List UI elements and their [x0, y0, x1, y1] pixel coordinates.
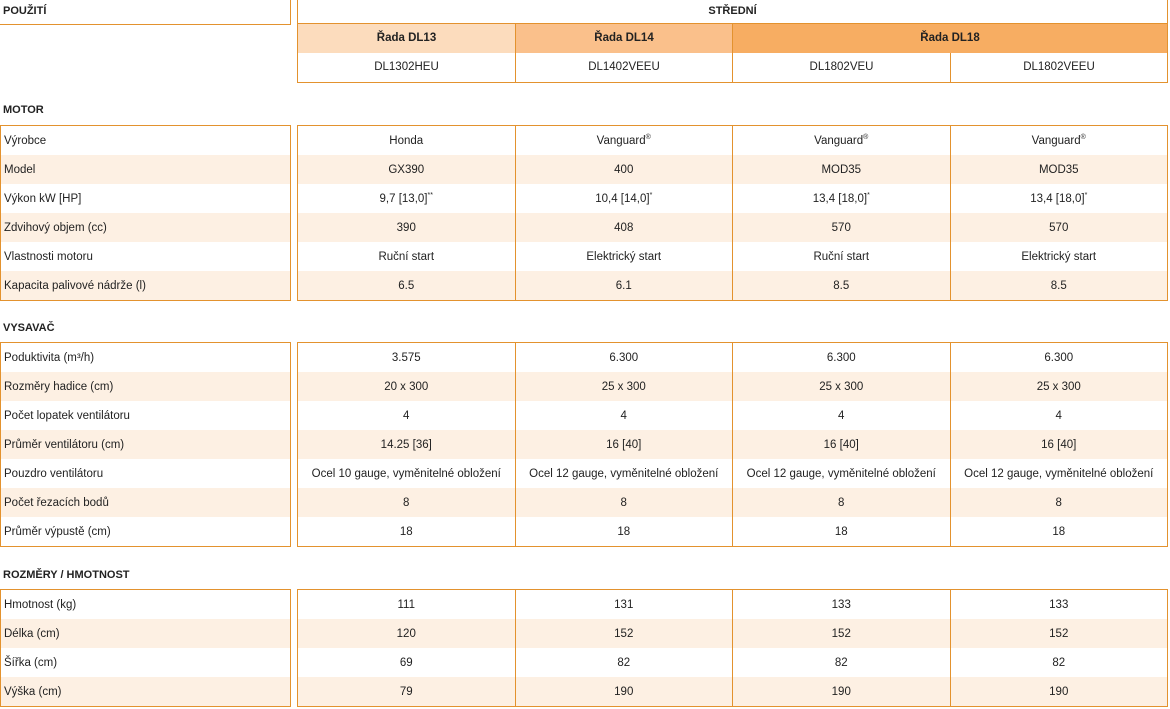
spec-row	[1, 401, 291, 430]
spec-value: 400	[515, 155, 733, 184]
spec-value: 82	[515, 648, 733, 677]
spec-label: Výkon kW [HP]	[4, 192, 82, 205]
spec-row	[1, 430, 291, 459]
spec-value: 10,4 [14,0]*	[515, 184, 733, 213]
spec-value: 4	[515, 401, 733, 430]
spec-row	[1, 126, 291, 156]
spec-value: Ocel 10 gauge, vyměnitelné obložení	[311, 467, 501, 480]
spec-label: Průměr výpustě (cm)	[4, 525, 111, 538]
rozmery-labels	[0, 589, 291, 707]
spec-value: 190	[950, 677, 1168, 707]
spec-value: 9,7 [13,0]**	[379, 191, 433, 205]
spec-label: Model	[1, 155, 291, 184]
spec-value: 152	[950, 619, 1168, 648]
spec-row	[298, 242, 1168, 271]
spec-row	[1, 155, 291, 184]
spec-value: 82	[733, 648, 951, 677]
spec-value: 570	[950, 213, 1168, 242]
series-dl14: Řada DL14	[516, 24, 733, 53]
motor-values	[297, 125, 1168, 301]
spec-value: Elektrický start	[950, 242, 1168, 271]
spec-row	[1, 271, 291, 301]
vysavac-values	[297, 342, 1168, 547]
vysavac-labels	[0, 342, 291, 547]
spec-value: 18	[399, 525, 413, 538]
spec-value: 4	[403, 409, 410, 422]
spec-value: 6.300	[950, 343, 1168, 373]
section-title-rozmery: ROZMĚRY / HMOTNOST	[3, 569, 130, 581]
spec-value: Ocel 12 gauge, vyměnitelné obložení	[733, 459, 951, 488]
footnote-mark: **	[427, 191, 433, 199]
spec-row	[1, 213, 291, 242]
spec-label: Průměr ventilátoru (cm)	[1, 430, 291, 459]
spec-value: 8	[950, 488, 1168, 517]
spec-value: 18	[515, 517, 733, 547]
spec-row	[1, 648, 291, 677]
spec-row	[298, 590, 1168, 620]
spec-value: 3.575	[391, 351, 421, 364]
spec-value: 8	[733, 488, 951, 517]
spec-value: 6.300	[733, 343, 951, 373]
spec-value: 18	[733, 517, 951, 547]
spec-row	[298, 213, 1168, 242]
spec-value: 190	[515, 677, 733, 707]
spec-value: 13,4 [18,0]*	[950, 184, 1168, 213]
spec-value: GX390	[298, 155, 516, 184]
spec-value: MOD35	[950, 155, 1168, 184]
series-dl13: Řada DL13	[298, 24, 516, 53]
use-header-cell	[0, 0, 291, 25]
spec-label: Zdvihový objem (cc)	[1, 213, 291, 242]
footnote-mark: *	[649, 191, 653, 199]
rozmery-values	[297, 589, 1168, 707]
spec-label: Počet řezacích bodů	[1, 488, 291, 517]
spec-row	[298, 401, 1168, 430]
spec-value: 18	[950, 517, 1168, 547]
spec-value: 8.5	[733, 271, 951, 301]
spec-row	[298, 459, 1168, 488]
spec-value: 13,4 [18,0]*	[733, 184, 951, 213]
spec-value: Honda	[389, 134, 424, 147]
spec-value: Ruční start	[378, 250, 435, 263]
spec-value: 190	[733, 677, 951, 707]
spec-value: 390	[298, 213, 516, 242]
spec-label: Šířka (cm)	[4, 656, 58, 669]
spec-value: 25 x 300	[733, 372, 951, 401]
spec-row	[298, 648, 1168, 677]
spec-row	[298, 430, 1168, 459]
spec-row	[298, 184, 1168, 213]
spec-value: Vanguard®	[733, 126, 951, 156]
spec-value: 120	[298, 619, 516, 648]
spec-value: 4	[950, 401, 1168, 430]
section-title-vysavac: VYSAVAČ	[3, 322, 55, 334]
spec-row	[298, 619, 1168, 648]
spec-value: 133	[733, 590, 951, 620]
spec-label: Výška (cm)	[1, 677, 291, 707]
spec-value: 408	[515, 213, 733, 242]
spec-label: Kapacita palivové nádrže (l)	[1, 271, 291, 301]
spec-row	[298, 126, 1168, 156]
motor-labels	[0, 125, 291, 301]
spec-label: Výrobce	[4, 134, 47, 147]
spec-row	[1, 372, 291, 401]
model-code: DL1802VEU	[733, 53, 951, 82]
spec-value: 6.5	[298, 271, 516, 301]
footnote-mark: *	[867, 191, 870, 199]
spec-label: Hmotnost (kg)	[4, 598, 77, 611]
spec-value: 79	[298, 677, 516, 707]
spec-value: 16 [40]	[515, 430, 733, 459]
spec-label: Pouzdro ventilátoru	[4, 467, 104, 480]
spec-value: 14.25 [36]	[298, 430, 516, 459]
spec-label: Vlastnosti motoru	[4, 250, 93, 263]
spec-value: 69	[399, 656, 413, 669]
spec-row	[1, 184, 291, 213]
spec-row	[298, 155, 1168, 184]
spec-row	[1, 343, 291, 373]
spec-value: Vanguard®	[515, 126, 733, 156]
spec-row	[298, 488, 1168, 517]
spec-row	[1, 488, 291, 517]
spec-value: 6.300	[515, 343, 733, 373]
spec-value: 16 [40]	[950, 430, 1168, 459]
product-header	[297, 0, 1168, 83]
spec-row	[298, 677, 1168, 707]
spec-value: Elektrický start	[515, 242, 733, 271]
spec-row	[298, 343, 1168, 373]
spec-value: Ocel 12 gauge, vyměnitelné obložení	[515, 459, 733, 488]
spec-row	[298, 372, 1168, 401]
category-label: STŘEDNÍ	[298, 0, 1167, 24]
series-dl18: Řada DL18	[733, 24, 1167, 53]
footnote-mark: ®	[1080, 133, 1086, 141]
spec-label: Poduktivita (m³/h)	[4, 351, 95, 364]
spec-value: Vanguard®	[950, 126, 1168, 156]
spec-value: 16 [40]	[733, 430, 951, 459]
spec-value: 6.1	[515, 271, 733, 301]
spec-label: Délka (cm)	[1, 619, 291, 648]
spec-value: 25 x 300	[950, 372, 1168, 401]
section-title-motor: MOTOR	[3, 104, 44, 116]
footnote-mark: ®	[863, 133, 869, 141]
spec-value: 131	[515, 590, 733, 620]
spec-value: 111	[397, 598, 415, 611]
spec-value: Ocel 12 gauge, vyměnitelné obložení	[950, 459, 1168, 488]
use-label: POUŽITÍ	[3, 5, 47, 17]
spec-label: Počet lopatek ventilátoru	[4, 409, 130, 422]
spec-value: 570	[733, 213, 951, 242]
spec-row	[1, 677, 291, 707]
spec-value: MOD35	[733, 155, 951, 184]
spec-value: 8.5	[950, 271, 1168, 301]
spec-value: 133	[950, 590, 1168, 620]
spec-value: 4	[733, 401, 951, 430]
spec-row	[298, 271, 1168, 301]
model-code: DL1802VEEU	[1023, 61, 1095, 73]
spec-value: 8	[515, 488, 733, 517]
spec-value: 25 x 300	[515, 372, 733, 401]
spec-row	[1, 590, 291, 620]
spec-value: 20 x 300	[298, 372, 516, 401]
spec-row	[1, 459, 291, 488]
footnote-mark: ®	[645, 133, 651, 141]
spec-value: 152	[733, 619, 951, 648]
spec-value: 82	[950, 648, 1168, 677]
spec-value: 8	[298, 488, 516, 517]
spec-row	[298, 517, 1168, 547]
spec-value: 152	[515, 619, 733, 648]
footnote-mark: *	[1084, 191, 1088, 199]
model-code: DL1402VEEU	[516, 53, 733, 82]
spec-row	[1, 517, 291, 547]
model-code: DL1302HEU	[298, 53, 516, 82]
spec-value: Ruční start	[733, 242, 951, 271]
spec-label: Rozměry hadice (cm)	[1, 372, 291, 401]
spec-row	[1, 619, 291, 648]
spec-row	[1, 242, 291, 271]
